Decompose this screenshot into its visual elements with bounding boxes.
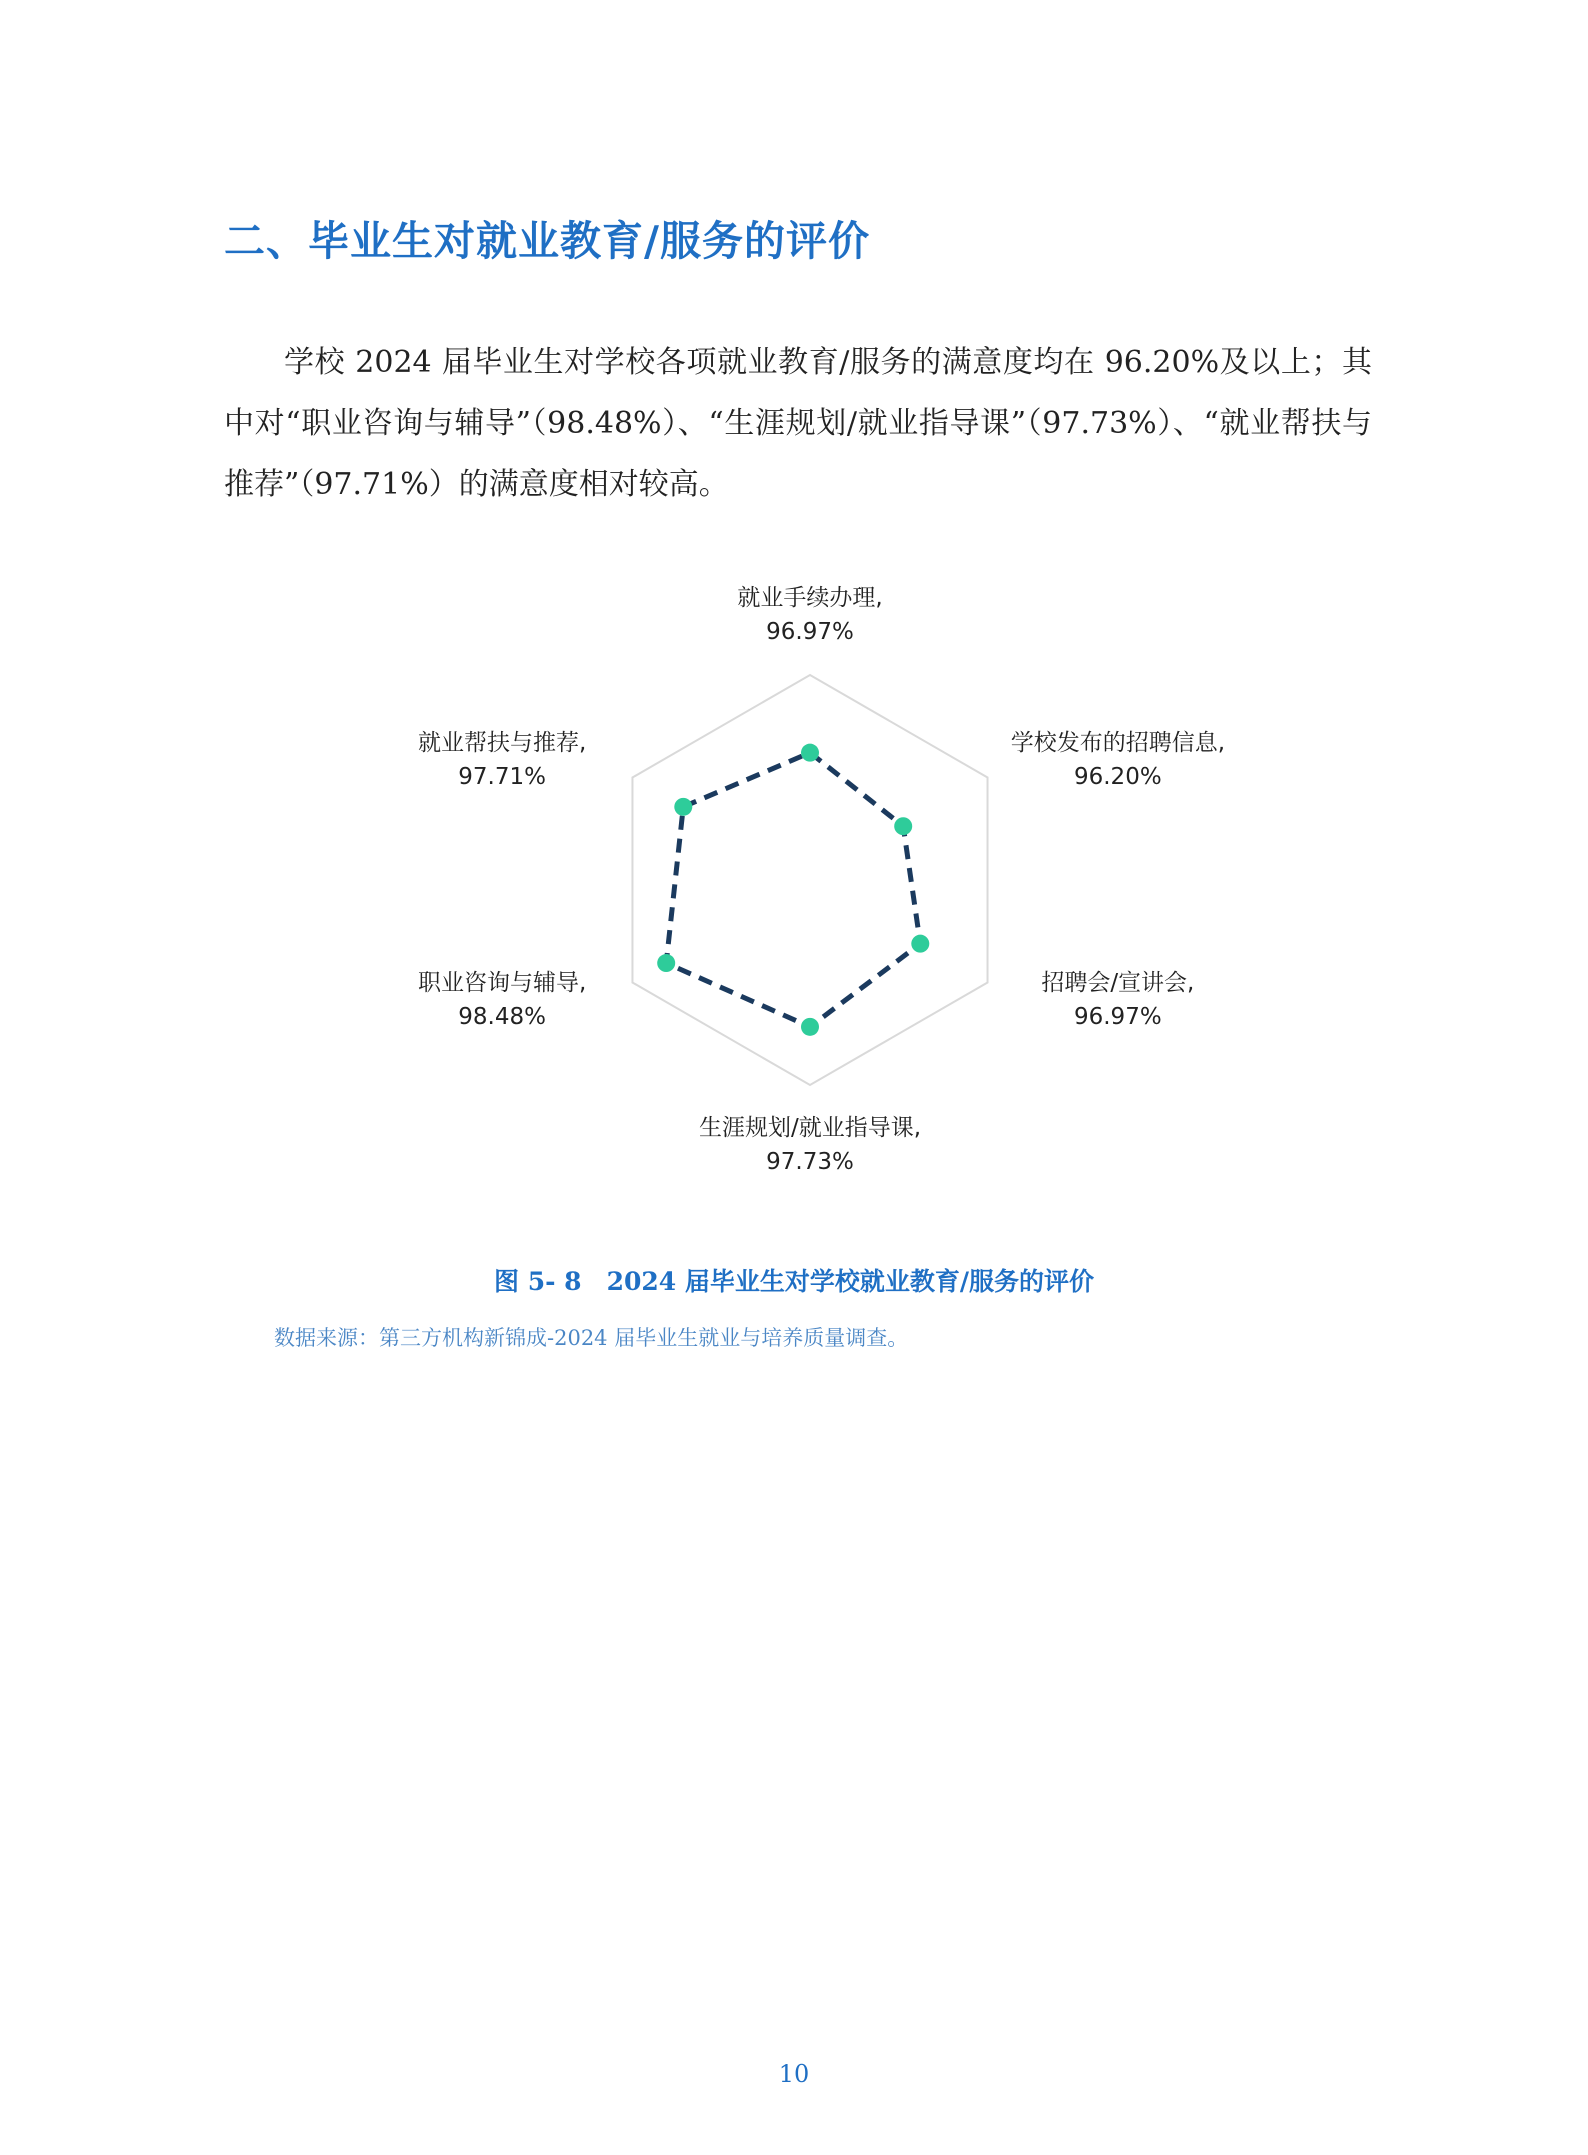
body-text [224,332,1372,515]
radar-axis-label [418,726,586,794]
radar-point [674,798,692,816]
radar-axis-label [699,1111,921,1179]
radar-axis-value: 98.48% [458,1004,546,1030]
radar-point [911,935,929,953]
radar-axis-name: 就业手续办理, [737,585,883,611]
radar-axis-value: 96.20% [1073,764,1162,790]
radar-axis-name: 就业帮扶与推荐, [417,730,587,756]
page-number: 10 [778,2060,810,2088]
radar-point [801,1018,819,1036]
radar-axis-value: 96.97% [1073,1004,1162,1030]
radar-axis-value: 96.97% [766,619,854,645]
radar-axis-value: 97.73% [766,1149,854,1175]
radar-axis-label [1041,966,1194,1034]
figure-source: 数据来源：第三方机构新锦成-2024 届毕业生就业与培养质量调查。 [274,1326,909,1350]
radar-axis-name: 招聘会/宣讲会, [1041,970,1195,996]
body-paragraph: 学校 2024 届毕业生对学校各项就业教育/服务的满意度均在 96.20%及以上；其中对“职业咨询与辅导”（98.48%）、“生涯规划/就业指导课”（97.73%）、“就业帮扶与推荐”（97.71%）的满意度相对较高。 [224,345,1372,502]
radar-series-line [666,753,920,1027]
radar-axis-label [737,581,882,649]
radar-axis-label [418,966,586,1034]
radar-point [801,744,819,762]
radar-chart-svg [380,620,1240,1180]
radar-chart [380,585,1240,1180]
radar-axis-name: 生涯规划/就业指导课, [698,1115,922,1141]
radar-point [894,817,912,835]
radar-axis-name: 学校发布的招聘信息, [1010,730,1225,756]
radar-point [657,954,675,972]
figure-caption: 图 5- 8 2024 届毕业生对学校就业教育/服务的评价 [494,1267,1094,1296]
radar-axis-label [1011,726,1225,794]
radar-axis-value: 97.71% [458,764,546,790]
section-heading: 二、毕业生对就业教育/服务的评价 [224,217,870,265]
radar-axis-name: 职业咨询与辅导, [417,970,587,996]
